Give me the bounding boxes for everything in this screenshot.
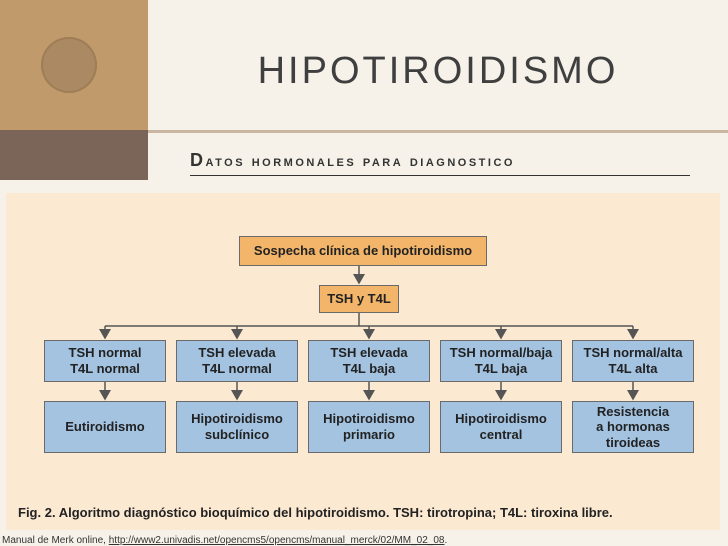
lab-result-box: TSH elevada T4L normal (176, 340, 298, 382)
figure-caption: Fig. 2. Algoritmo diagnóstico bioquímico del hipotiroidismo. TSH: tirotropina; T4L: tiroxina libre. (18, 505, 613, 520)
diagnosis-box: Resistencia a hormonas tiroideas (572, 401, 694, 453)
divider (148, 130, 728, 133)
suspicion-box: Sospecha clínica de hipotiroidismo (239, 236, 487, 266)
lab-result-box: TSH normal/alta T4L alta (572, 340, 694, 382)
diagnosis-box: Hipotiroidismo central (440, 401, 562, 453)
lab-result-box: TSH normal T4L normal (44, 340, 166, 382)
diagnosis-box: Hipotiroidismo primario (308, 401, 430, 453)
diagnosis-box: Hipotiroidismo subclínico (176, 401, 298, 453)
lab-result-box: TSH elevada T4L baja (308, 340, 430, 382)
lab-result-box: TSH normal/baja T4L baja (440, 340, 562, 382)
diagnosis-box: Eutiroidismo (44, 401, 166, 453)
decorative-circle (41, 37, 97, 93)
decorative-band (0, 130, 148, 180)
source-link[interactable]: http://www2.univadis.net/opencms5/opencms/manual_merck/02/MM_02_08 (108, 535, 445, 546)
source-citation (2, 535, 447, 546)
test-box: TSH y T4L (319, 285, 399, 313)
slide-title: HIPOTIROIDISMO (257, 50, 619, 92)
source-prefix: Manual de Merk online, (2, 535, 109, 546)
source-suffix: . (444, 535, 448, 546)
diagnostic-figure (6, 193, 720, 530)
slide-subtitle: Datos hormonales para diagnostico (190, 150, 690, 176)
